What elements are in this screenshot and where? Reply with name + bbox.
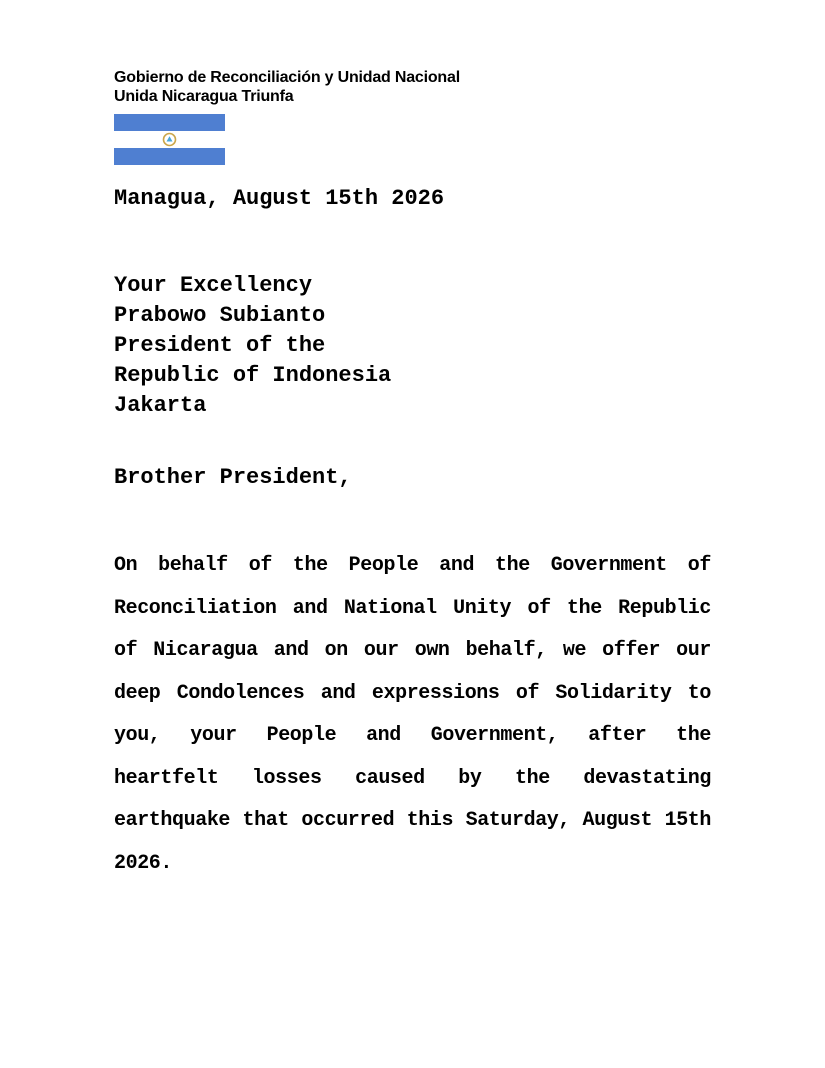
flag-top-stripe <box>114 114 225 131</box>
letterhead <box>114 68 460 106</box>
government-slogan: Unida Nicaragua Triunfa <box>114 88 294 105</box>
recipient-line: Republic of Indonesia <box>114 363 392 388</box>
letter-date: Managua, August 15th 2026 <box>114 186 445 211</box>
recipient-address <box>114 271 391 421</box>
letter-body: On behalf of the People and the Government of Reconciliation and National Unity of the Republic of Nicaragua and on our own behalf, we offer our deep Condolences and expressions of Solidarity to you, your People and Government, after the heartfelt losses caused by the devastating earthquake that occurred this Saturday, August 15th 2026. <box>114 554 711 875</box>
recipient-line: President of the <box>114 333 326 358</box>
recipient-line: Prabowo Subianto <box>114 303 326 328</box>
salutation: Brother President, <box>114 465 352 490</box>
government-name: Gobierno de Reconciliación y Unidad Nacional <box>114 69 460 86</box>
nicaragua-flag <box>114 114 225 165</box>
recipient-line: Jakarta <box>114 393 207 418</box>
recipient-line: Your Excellency <box>114 273 313 298</box>
flag-bottom-stripe <box>114 148 225 165</box>
